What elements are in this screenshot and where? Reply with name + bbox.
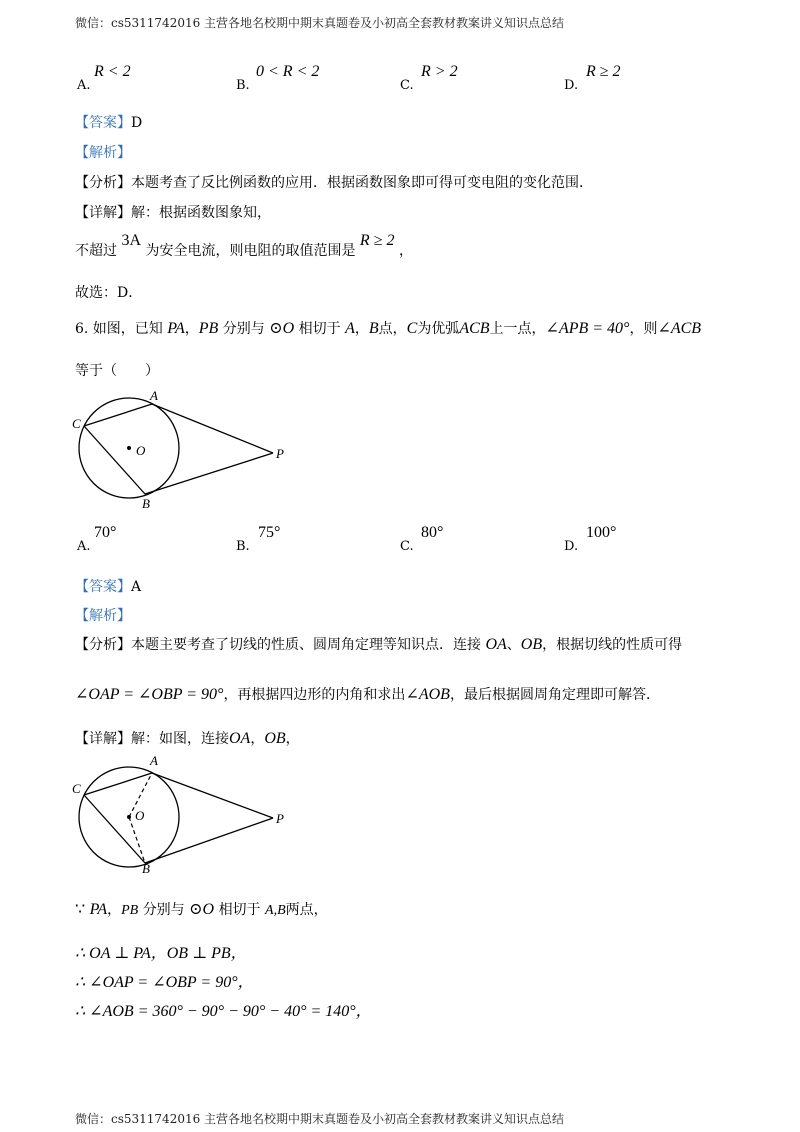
- q6-fenxi-line2: [75, 686, 660, 704]
- q6-stem-c: C: [406, 320, 418, 337]
- q6-fenxi-tag: 【分析】: [75, 637, 131, 653]
- q6-stem-text-7: ，则: [629, 321, 658, 337]
- q6-figure-label-o: O: [136, 443, 146, 458]
- q5-option-d-value: R ≥ 2: [586, 63, 621, 80]
- q6-fenxi-line: [75, 636, 682, 654]
- q6-xiangjie-line: [75, 730, 300, 748]
- q5-answer-line: [75, 114, 142, 132]
- q5-option-a-value: R < 2: [94, 63, 131, 80]
- q5-range-text-1: 不超过: [75, 243, 117, 259]
- q6-figure-tangent-pb: [145, 453, 273, 494]
- q6-step-1-text-1: 分别与: [142, 902, 185, 918]
- q6-xiangjie-ob: OB: [264, 730, 286, 747]
- q6-xiangjie-tag: 【详解】: [75, 731, 131, 747]
- q6-solution-tangent-pb: [145, 818, 273, 863]
- page-footer: 微信：cs5311742016 主营各地名校期中期末真题卷及小初高全套教材教案讲义知识点总结: [75, 1112, 565, 1126]
- q6-figure-tangent-pa: [152, 404, 273, 453]
- q6-fenxi-text-4: ，最后根据圆周角定理即可解答．: [449, 687, 660, 703]
- q6-step-1-points: A,B: [265, 903, 286, 918]
- q6-solution-label-b: B: [142, 861, 150, 876]
- q6-solution-label-o: O: [135, 808, 145, 823]
- q6-step-1-text-2: 相切于: [218, 902, 261, 918]
- q6-option-b-letter: B.: [236, 539, 250, 554]
- q6-stem-a: A: [345, 320, 355, 337]
- q6-solution-center-dot: [127, 815, 131, 819]
- q6-stem-arc: ACB: [459, 320, 490, 337]
- q6-figure-label-b: B: [142, 496, 150, 511]
- q6-figure-center-dot: [127, 446, 131, 450]
- q6-step-1-pa: PA: [89, 901, 108, 918]
- q6-solution-figure: [68, 752, 298, 882]
- q6-stem-b: B: [368, 320, 379, 337]
- q5-xiangjie-text: 解：根据函数图象知，: [131, 205, 271, 221]
- q6-jiexi-tag: 【解析】: [75, 608, 131, 624]
- q6-fenxi-sep: 、: [506, 637, 521, 653]
- q5-range-text-2: 为安全电流，则电阻的取值范围是: [145, 243, 356, 259]
- q5-option-a-letter: A.: [77, 78, 91, 93]
- q6-figure: [68, 383, 298, 513]
- q6-solution-label-p: P: [276, 811, 284, 826]
- q6-option-a-letter: A.: [77, 539, 91, 554]
- q6-answer-tag: 【答案】: [75, 579, 131, 595]
- q6-step-1-sep: ，: [107, 902, 122, 918]
- q5-answer-tag: 【答案】: [75, 115, 131, 131]
- q6-fenxi-text-3: ，再根据四边形的内角和求出: [223, 687, 406, 703]
- page-header: 微信：cs5311742016 主营各地名校期中期末真题卷及小初高全套教材教案讲义知识点总结: [75, 16, 565, 30]
- q5-option-b-value: 0 < R < 2: [256, 63, 320, 80]
- q6-option-c-letter: C.: [400, 539, 414, 554]
- q6-option-a-value: 70°: [94, 524, 117, 541]
- q6-step-1-because: ∵: [75, 901, 86, 918]
- q5-fenxi-line: [75, 174, 593, 192]
- q6-stem-comma-2: ，: [354, 321, 369, 337]
- q5-option-d-letter: D.: [564, 78, 579, 93]
- q6-fenxi-angles: ∠OAP = ∠OBP = 90°: [75, 686, 224, 703]
- q5-conclusion: 故选：D．: [75, 285, 143, 301]
- q6-figure-label-c: C: [72, 416, 81, 431]
- q6-xiangjie-text: 解：如图，连接: [131, 731, 229, 747]
- q6-stem-angle-apb: ∠APB = 40°: [545, 320, 630, 337]
- q6-option-c-value: 80°: [421, 524, 444, 541]
- q6-stem-text-2: 分别与: [222, 321, 265, 337]
- q6-solution-chord-cb: [84, 795, 145, 863]
- q6-answer-line: [75, 578, 141, 596]
- q5-jiexi-tag: 【解析】: [75, 145, 131, 161]
- q5-xiangjie-tag: 【详解】: [75, 205, 131, 221]
- q6-stem-text-4: 点，: [378, 321, 407, 337]
- q6-stem-text-1: 6. 如图，已知: [75, 321, 163, 337]
- q6-solution-label-a: A: [150, 753, 158, 768]
- q6-option-d-letter: D.: [564, 539, 579, 554]
- q6-step-4: ∴ ∠AOB = 360° − 90° − 90° − 40° = 140°，: [75, 1003, 372, 1020]
- q6-fenxi-oa: OA: [485, 636, 507, 653]
- q6-stem-line1: [75, 320, 701, 338]
- q6-figure-label-a: A: [150, 388, 158, 403]
- q6-stem-comma-1: ，: [184, 321, 199, 337]
- q5-option-c-value: R > 2: [421, 63, 458, 80]
- q6-step-1: [75, 901, 328, 920]
- q5-range-current: 3A: [121, 232, 142, 249]
- q6-step-1-text-3: 两点，: [285, 902, 328, 918]
- q6-stem-angle-acb: ∠ACB: [657, 320, 702, 337]
- q6-stem-pb: PB: [198, 320, 219, 337]
- q6-stem-text-3: 相切于: [298, 321, 341, 337]
- q5-answer-value: D: [131, 115, 143, 131]
- q6-xiangjie-oa: OA: [229, 730, 251, 747]
- q6-figure-chord-cb: [84, 426, 145, 494]
- q6-answer-value: A: [131, 579, 142, 595]
- q6-stem-pa: PA: [167, 320, 185, 337]
- q6-solution-radius-ob: [129, 817, 145, 863]
- q6-option-d-value: 100°: [586, 524, 617, 541]
- q6-solution-tangent-pa: [152, 773, 273, 818]
- q6-fenxi-ob: OB: [520, 636, 543, 653]
- q6-xiangjie-sep: ，: [250, 731, 265, 747]
- q6-fenxi-text-2: ，根据切线的性质可得: [542, 637, 683, 653]
- q6-solution-label-c: C: [72, 781, 81, 796]
- q6-step-3: ∴ ∠OAP = ∠OBP = 90°，: [75, 974, 254, 991]
- q6-step-1-pb: PB: [121, 903, 139, 918]
- q6-stem-text-6: 上一点，: [489, 321, 546, 337]
- q6-xiangjie-end: ，: [285, 731, 300, 747]
- q5-range-line: [75, 232, 413, 259]
- q6-stem-text-5: 为优弧: [417, 321, 460, 337]
- q5-fenxi-text: 本题考查了反比例函数的应用．根据函数图象即可得可变电阻的变化范围．: [131, 175, 593, 191]
- q5-option-b-letter: B.: [236, 78, 250, 93]
- q5-xiangjie-line: [75, 204, 271, 222]
- q6-fenxi-angle-aob: ∠AOB: [405, 686, 450, 703]
- q6-step-1-circle: ⊙O: [189, 901, 215, 918]
- q5-option-c-letter: C.: [400, 78, 414, 93]
- q6-fenxi-text: 本题主要考查了切线的性质、圆周角定理等知识点．连接: [131, 637, 481, 653]
- q5-fenxi-tag: 【分析】: [75, 175, 131, 191]
- q5-range-formula: R ≥ 2: [359, 232, 395, 249]
- q6-option-b-value: 75°: [258, 524, 281, 541]
- q6-figure-label-p: P: [276, 446, 284, 461]
- q6-step-2: ∴ OA ⊥ PA，OB ⊥ PB，: [75, 945, 247, 962]
- q6-stem-line2: 等于（ ）: [75, 363, 159, 379]
- q5-range-text-3: ，: [398, 243, 413, 259]
- q6-figure-chord-ca: [84, 404, 152, 426]
- q6-stem-circle: ⊙O: [269, 320, 295, 337]
